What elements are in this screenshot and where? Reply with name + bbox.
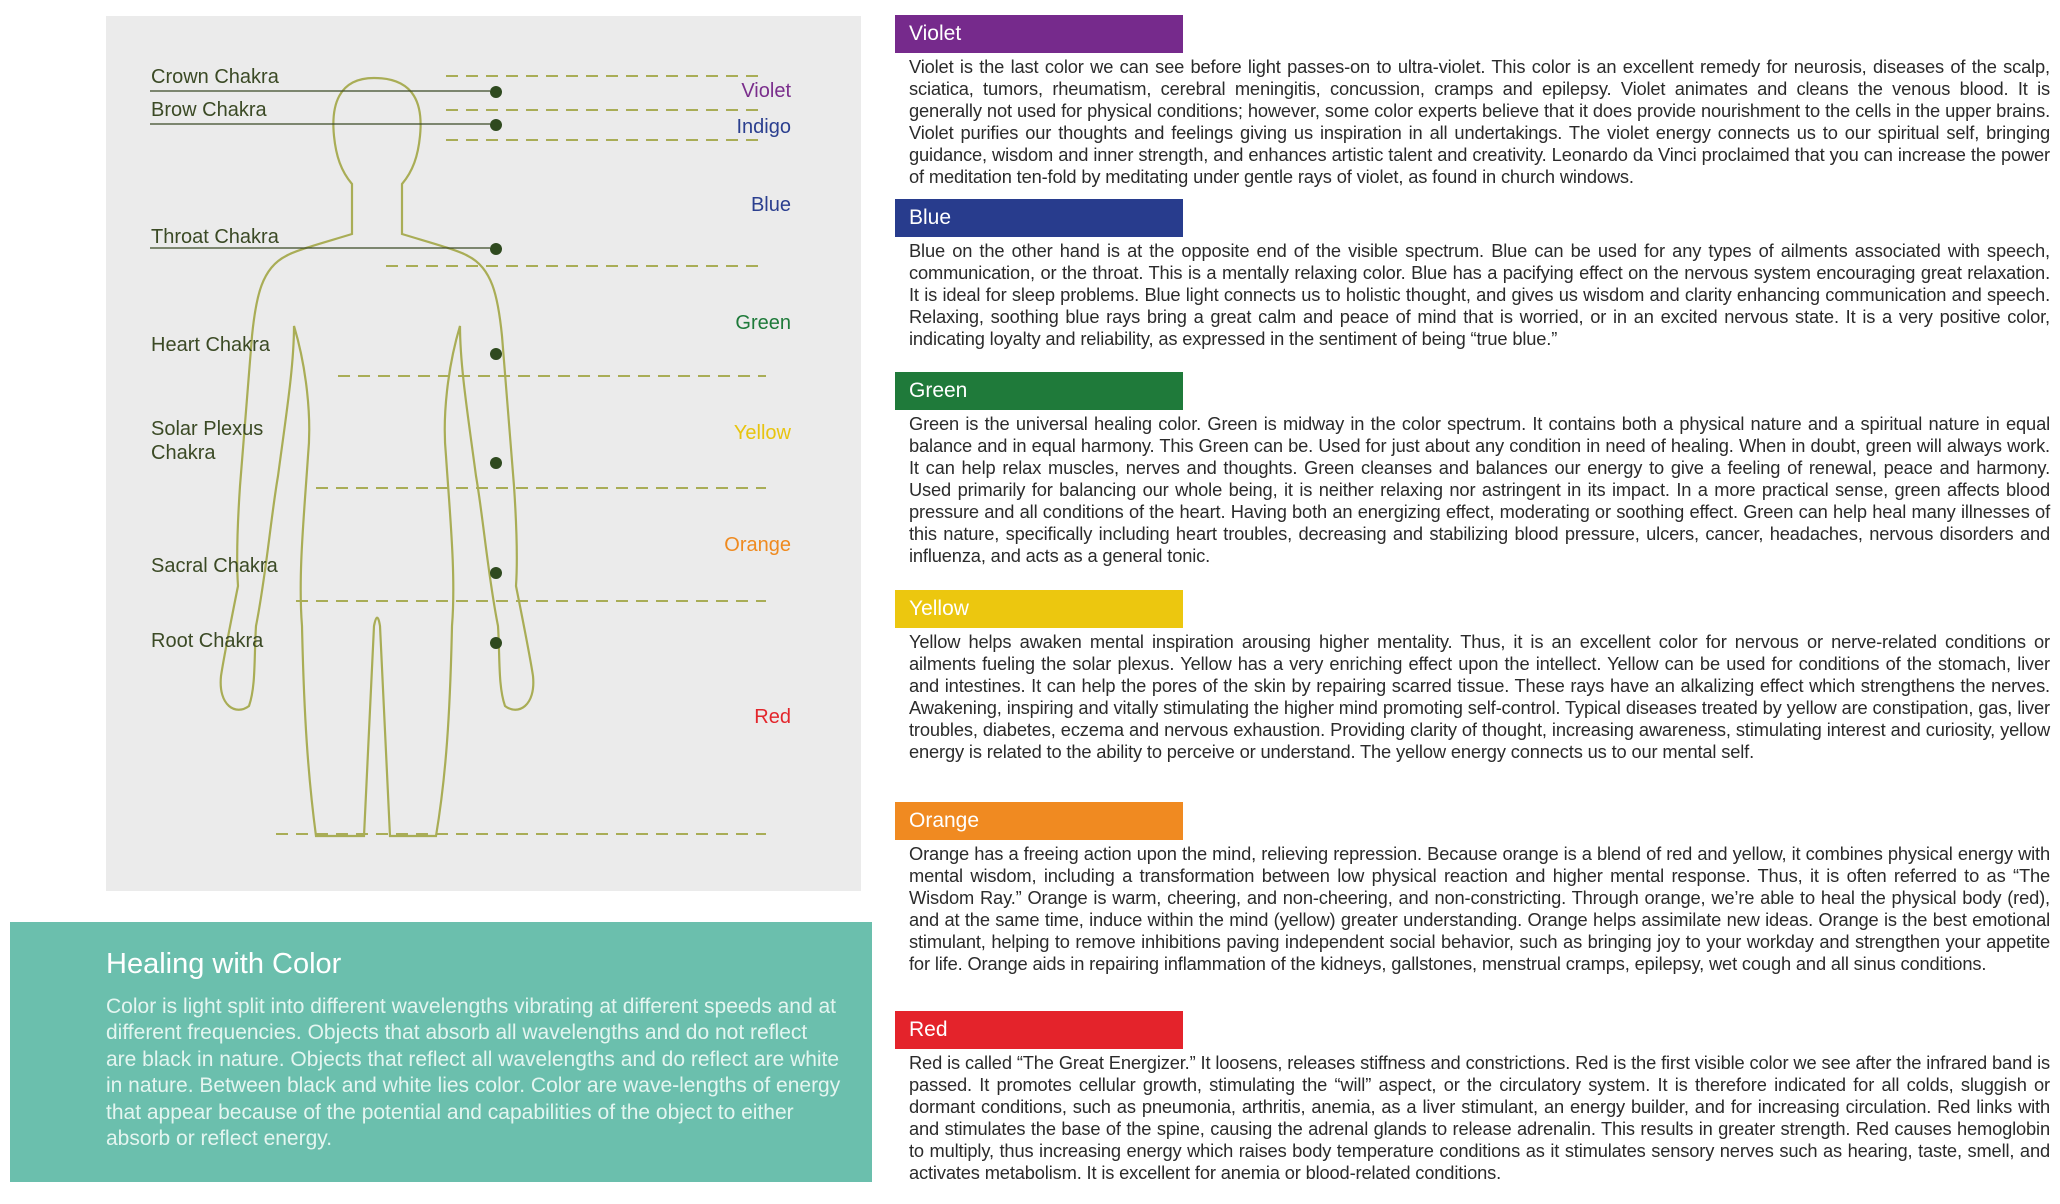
section-header-red: Red xyxy=(895,1011,1183,1049)
band-label-red: Red xyxy=(754,706,791,728)
section-header-yellow: Yellow xyxy=(895,590,1183,628)
label-heart-chakra: Heart Chakra xyxy=(151,334,270,356)
section-orange xyxy=(895,802,2050,975)
section-text-green: Green is the universal healing color. Green is midway in the color spectrum. It contains both a physical nature and a spiritual nature in equal balance and in equal harmony. This Green can be. Used for just about any condition in need of healing. When in doubt, green will always work. It can help relax muscles, nerves and thoughts. Green cleanses and balances our energy to give a feeling of renewal, peace and harmony. Used primarily for balancing our whole being, it is neither relaxing nor astringent in its impact. In a more practical sense, green affects blood pressure and all conditions of the heart. Having both an energizing effect, moderating or soothing effect. Green can help heal many illnesses of this nature, specifically including heart troubles, decreasing and stabilizing blood pressure, ulcers, cancer, headaches, nervous disorders and influenza, and acts as a general tonic. xyxy=(909,413,2050,566)
label-crown-chakra: Crown Chakra xyxy=(151,66,279,88)
chakra-dot xyxy=(490,567,502,579)
section-header-blue: Blue xyxy=(895,199,1183,237)
section-header-orange: Orange xyxy=(895,802,1183,840)
section-text-violet: Violet is the last color we can see before light passes-on to ultra-violet. This color is an excellent remedy for neurosis, diseases of the scalp, sciatica, tumors, rheumatism, cerebral meningitis, concussion, cramps and epilepsy. Violet animates and cleans the venous blood. It is generally not used for physical conditions; however, some color experts believe that it does provide nourishment to the cells in the upper brains. Violet purifies our thoughts and feelings giving us inspiration in all undertakings. The violet energy connects us to our spiritual self, bringing guidance, wisdom and inner strength, and enhances artistic talent and creativity. Leonardo da Vinci proclaimed that you can increase the power of meditation ten-fold by meditating under gentle rays of violet, as found in church windows. xyxy=(909,56,2050,187)
chakra-dot xyxy=(490,243,502,255)
label-sacral-chakra: Sacral Chakra xyxy=(151,555,278,577)
chakra-dot xyxy=(490,86,502,98)
band-label-violet: Violet xyxy=(741,80,791,102)
band-label-yellow: Yellow xyxy=(733,422,791,444)
chakra-dot xyxy=(490,119,502,131)
band-label-blue: Blue xyxy=(750,194,791,216)
intro-text: Color is light split into different wavelengths vibrating at different speeds and at different frequencies. Objects that absorb all wavelengths and do not reflect are black in nature. Objects that reflect all wavelengths and do reflect are white in nature. Between black and white lies color. Color are wave-lengths of energy that appear because of the potential and capabilities of the object to either absorb or reflect energy. xyxy=(106,995,841,1151)
section-text-blue: Blue on the other hand is at the opposite end of the visible spectrum. Blue can be used for any types of ailments associated with speech, communication, or the throat. This is a mentally relaxing color. Blue has a pacifying effect on the nervous system encouraging great relaxation. It is ideal for sleep problems. Blue light connects us to holistic thought, and gives us wisdom and clarity enhancing communication and speech. Relaxing, soothing blue rays bring a great calm and peace of mind that is worried, or in an excited nervous state. It is a very positive color, indicating loyalty and reliability, as expressed in the sentiment of being “true blue.” xyxy=(909,240,2050,349)
chakra-dot xyxy=(490,457,502,469)
label-solar-plexus-chakra: Solar Plexus Chakra xyxy=(151,418,264,464)
section-red xyxy=(895,1011,2050,1184)
band-label-indigo: Indigo xyxy=(736,116,791,138)
chakra-dots xyxy=(490,86,502,649)
band-label-green: Green xyxy=(735,312,791,334)
section-header-violet: Violet xyxy=(895,15,1183,53)
chakra-figure-panel xyxy=(106,16,861,891)
section-violet xyxy=(895,15,2050,188)
section-header-green: Green xyxy=(895,372,1183,410)
section-text-orange: Orange has a freeing action upon the mind, relieving repression. Because orange is a blend of red and yellow, it combines physical energy with mental wisdom, including a transformation between low physical reaction and higher mental response. Thus, it is often referred to as “The Wisdom Ray.” Orange is warm, cheering, and non-cheering, and non-constricting. Through orange, we’re able to heal the physical body (red), and at the same time, induce within the mind (yellow) greater understanding. Orange helps assimilate new ideas. Orange is the best emotional stimulant, helping to remove inhibitions paving independent social behavior, such as bringing joy to your workday and strengthen your appetite for life. Orange aids in repairing inflammation of the kidneys, gallstones, menstrual cramps, epilepsy, wet cough and all sinus conditions. xyxy=(909,843,2050,974)
section-yellow xyxy=(895,590,2050,763)
chakra-dot xyxy=(490,637,502,649)
band-label-orange: Orange xyxy=(724,534,791,556)
label-brow-chakra: Brow Chakra xyxy=(151,99,267,121)
chakra-dot xyxy=(490,348,502,360)
healing-with-color-box xyxy=(10,922,872,1182)
body-outline xyxy=(221,78,534,836)
section-text-red: Red is called “The Great Energizer.” It loosens, releases stiffness and constrictions. Red is the first visible color we see after the infrared band is passed. It promotes cellular growth, stimulating the “will” aspect, or the circulatory system. It is therefore indicated for all colds, sluggish or dormant conditions, such as pneumonia, arthritis, anemia, as a liver stimulant, an energy builder, and for increasing circulation. Red links with and stimulates the base of the spine, causing the adrenal glands to release adrenalin. This results in greater strength. Red causes hemoglobin to multiply, thus increasing energy which raises body temperature conditions as it stimulates sensory nerves such as hearing, taste, smell, and activates metabolism. It is excellent for anemia or blood-related conditions. xyxy=(909,1052,2050,1183)
section-green xyxy=(895,372,2050,567)
intro-title: Healing with Color xyxy=(106,948,342,980)
section-text-yellow: Yellow helps awaken mental inspiration arousing higher mentality. Thus, it is an excellent color for nervous or nerve-related conditions or ailments fueling the solar plexus. Yellow has a very enriching effect upon the intellect. Yellow can be used for conditions of the stomach, liver and intestines. It can help the pores of the skin by repairing scarred tissue. These rays have an alkalizing effect which strengthens the nerves. Awakening, inspiring and vitally stimulating the higher mind promoting self-control. Typical diseases treated by yellow are constipation, gas, liver troubles, diabetes, eczema and nervous exhaustion. Providing clarity of thought, increasing awareness, stimulating interest and curiosity, yellow energy is related to the ability to perceive or understand. The yellow energy connects us to our mental self. xyxy=(909,631,2050,762)
label-root-chakra: Root Chakra xyxy=(151,630,264,652)
label-throat-chakra: Throat Chakra xyxy=(151,226,279,248)
section-blue xyxy=(895,199,2050,350)
